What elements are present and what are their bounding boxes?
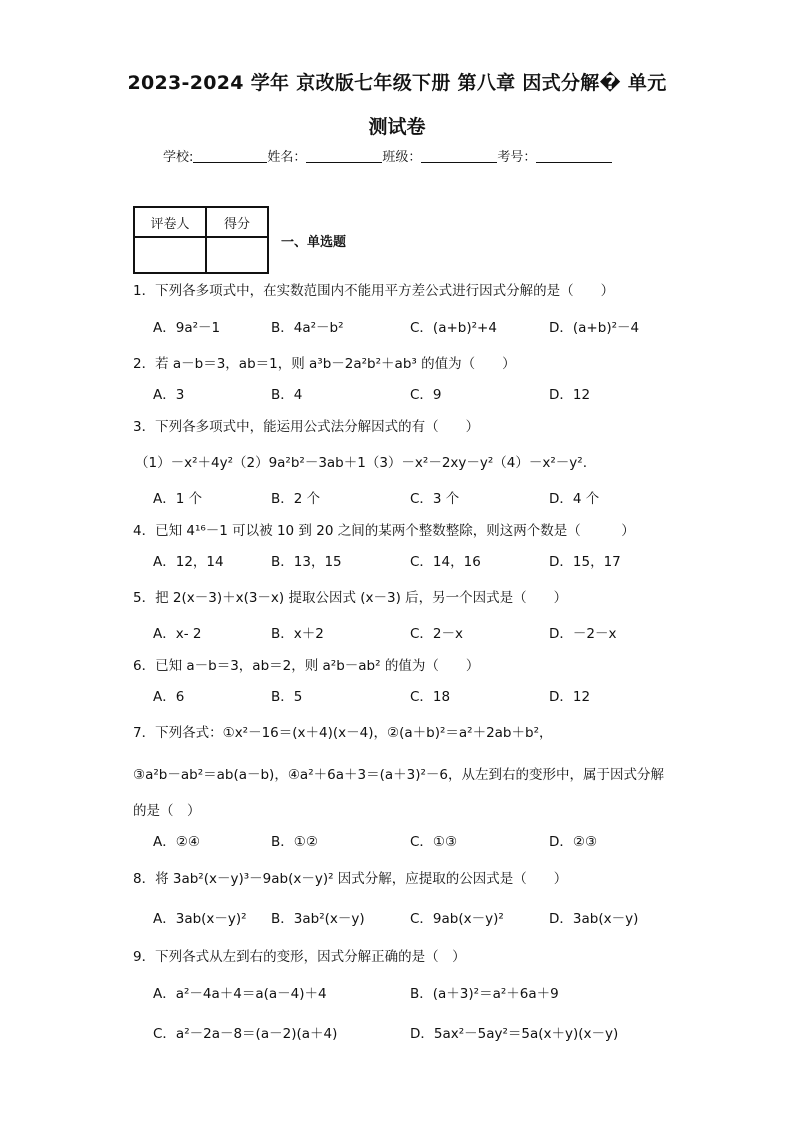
q8-option-b[interactable]: B．3ab²(x－y) bbox=[271, 911, 365, 927]
q8-option-c[interactable]: C．9ab(x－y)² bbox=[410, 911, 504, 927]
question-9-stem: 9．下列各式从左到右的变形，因式分解正确的是（ ） bbox=[133, 949, 466, 965]
q2-option-b[interactable]: B．4 bbox=[271, 387, 303, 403]
name-blank[interactable] bbox=[306, 149, 382, 163]
school-label: 学校: bbox=[163, 150, 194, 165]
q3-option-d[interactable]: D．4 个 bbox=[549, 491, 600, 507]
exam-no-blank[interactable] bbox=[536, 149, 612, 163]
score-table bbox=[133, 206, 269, 274]
school-blank[interactable] bbox=[193, 149, 267, 163]
student-info-line bbox=[163, 146, 612, 165]
q6-option-d[interactable]: D．12 bbox=[549, 689, 591, 705]
question-1-stem: 1．下列各多项式中，在实数范围内不能用平方差公式进行因式分解的是（ ） bbox=[133, 283, 615, 299]
q5-option-b[interactable]: B．x＋2 bbox=[271, 626, 324, 642]
q9-option-c[interactable]: C．a²－2a－8＝(a－2)(a＋4) bbox=[153, 1026, 338, 1042]
q7-option-b[interactable]: B．①② bbox=[271, 834, 318, 850]
question-3-stem: 3．下列各多项式中，能运用公式法分解因式的有（ ） bbox=[133, 419, 480, 435]
score-cell[interactable] bbox=[206, 237, 268, 273]
q4-option-a[interactable]: A．12，14 bbox=[153, 554, 224, 570]
page-title: 2023-2024 学年 京改版七年级下册 第八章 因式分解� 单元 bbox=[127, 72, 667, 94]
q7-option-d[interactable]: D．②③ bbox=[549, 834, 598, 850]
question-5-stem: 5．把 2(x－3)＋x(3－x) 提取公因式 (x－3) 后，另一个因式是（ ） bbox=[133, 590, 568, 606]
class-blank[interactable] bbox=[421, 149, 497, 163]
grader-cell[interactable] bbox=[134, 237, 206, 273]
q6-option-a[interactable]: A．6 bbox=[153, 689, 185, 705]
exam-no-label: 考号： bbox=[497, 150, 537, 165]
q8-option-d[interactable]: D．3ab(x－y) bbox=[549, 911, 639, 927]
q7-option-a[interactable]: A．②④ bbox=[153, 834, 200, 850]
q9-option-b[interactable]: B．(a＋3)²＝a²＋6a＋9 bbox=[410, 986, 559, 1002]
q1-option-a[interactable]: A．9a²－1 bbox=[153, 320, 221, 336]
name-label: 姓名： bbox=[267, 150, 307, 165]
grader-header: 评卷人 bbox=[134, 207, 206, 237]
question-7-stem-line3: 的是（ ） bbox=[133, 803, 201, 819]
q9-option-a[interactable]: A．a²－4a＋4＝a(a－4)＋4 bbox=[153, 986, 327, 1002]
q1-option-c[interactable]: C．(a+b)²+4 bbox=[410, 320, 497, 336]
q2-option-c[interactable]: C．9 bbox=[410, 387, 442, 403]
q1-option-d[interactable]: D．(a+b)²－4 bbox=[549, 320, 640, 336]
q7-option-c[interactable]: C．①③ bbox=[410, 834, 458, 850]
q5-option-a[interactable]: A．x- 2 bbox=[153, 626, 202, 642]
q3-option-b[interactable]: B．2 个 bbox=[271, 491, 321, 507]
page-title-line2: 测试卷 bbox=[368, 116, 426, 138]
q1-option-b[interactable]: B．4a²－b² bbox=[271, 320, 344, 336]
q4-option-c[interactable]: C．14，16 bbox=[410, 554, 481, 570]
q6-option-b[interactable]: B．5 bbox=[271, 689, 303, 705]
q9-option-d[interactable]: D．5ax²－5ay²＝5a(x＋y)(x－y) bbox=[410, 1026, 619, 1042]
q2-option-d[interactable]: D．12 bbox=[549, 387, 591, 403]
q4-option-b[interactable]: B．13，15 bbox=[271, 554, 342, 570]
score-header: 得分 bbox=[206, 207, 268, 237]
question-2-stem: 2．若 a－b＝3，ab＝1，则 a³b－2a²b²＋ab³ 的值为（ ） bbox=[133, 356, 516, 372]
class-label: 班级： bbox=[382, 150, 422, 165]
q3-option-c[interactable]: C．3 个 bbox=[410, 491, 460, 507]
question-8-stem: 8．将 3ab²(x－y)³－9ab(x－y)² 因式分解，应提取的公因式是（ ） bbox=[133, 871, 568, 887]
question-7-stem-line2: ③a²b－ab²＝ab(a－b)，④a²＋6a＋3＝(a＋3)²－6，从左到右的变形中，属于因式分解 bbox=[133, 767, 664, 783]
q5-option-d[interactable]: D．－2－x bbox=[549, 626, 617, 642]
q4-option-d[interactable]: D．15，17 bbox=[549, 554, 621, 570]
question-3-expressions: （1）－x²＋4y²（2）9a²b²－3ab＋1（3）－x²－2xy－y²（4）－x²－y². bbox=[135, 455, 587, 471]
question-4-stem: 4．已知 4¹⁶－1 可以被 10 到 20 之间的某两个整数整除，则这两个数是（ ） bbox=[133, 523, 635, 539]
section-heading: 一、单选题 bbox=[281, 235, 347, 250]
q6-option-c[interactable]: C．18 bbox=[410, 689, 451, 705]
question-7-stem: 7．下列各式：①x²－16＝(x＋4)(x－4)，②(a＋b)²＝a²＋2ab＋b²， bbox=[133, 725, 553, 741]
q3-option-a[interactable]: A．1 个 bbox=[153, 491, 203, 507]
q5-option-c[interactable]: C．2－x bbox=[410, 626, 464, 642]
q2-option-a[interactable]: A．3 bbox=[153, 387, 185, 403]
q8-option-a[interactable]: A．3ab(x－y)² bbox=[153, 911, 247, 927]
question-6-stem: 6．已知 a－b＝3，ab＝2，则 a²b－ab² 的值为（ ） bbox=[133, 658, 480, 674]
